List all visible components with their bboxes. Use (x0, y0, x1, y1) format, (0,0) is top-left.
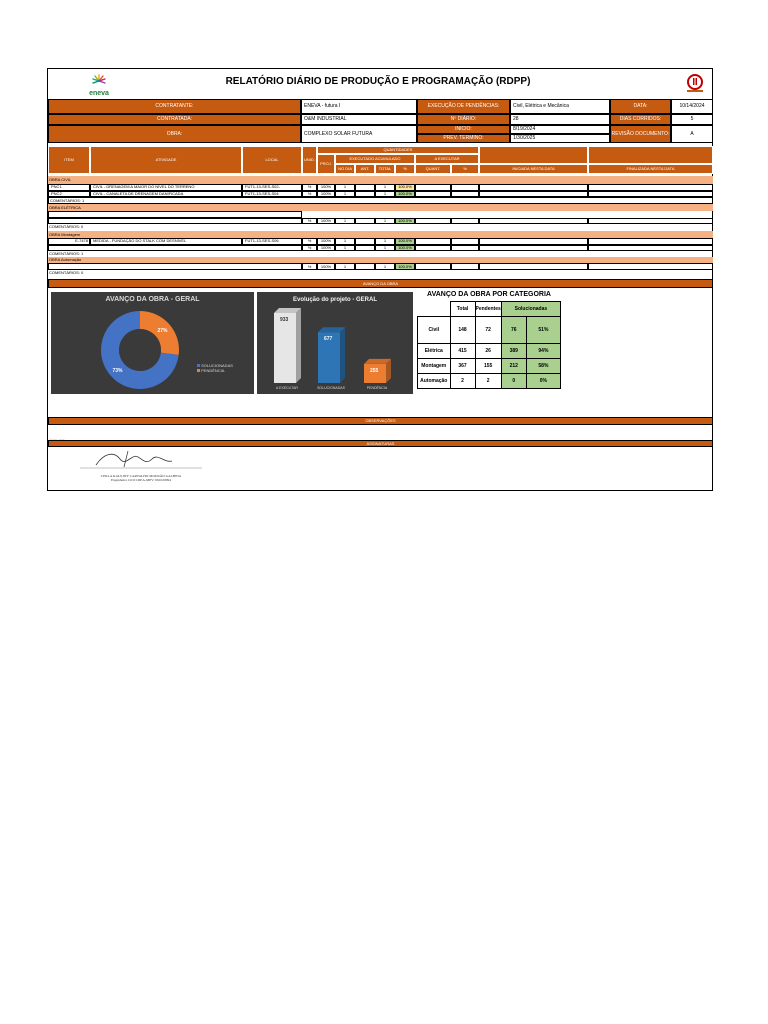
th-blank-1 (479, 146, 588, 164)
legend-item-solucionadas: SOLUCIONADAS (197, 363, 233, 368)
inicio-value: 8/19/2024 (510, 125, 610, 134)
eneva-logo (84, 73, 114, 97)
section-eletrica: OBRA ELÉTRICA (48, 204, 713, 211)
th-quant: QUANT. (415, 164, 451, 174)
revisao-label: REVISÃO DOCUMENTO: (610, 125, 671, 143)
th-pct: % (395, 164, 415, 174)
th-local: LOCAL (242, 146, 302, 174)
donut-legend (197, 363, 233, 373)
contratada-label: CONTRATADA: (48, 114, 301, 125)
inicio-label: INÍCIO: (417, 125, 510, 134)
comment-montagem: COMENTÁRIOS: 1 (49, 251, 84, 256)
section-automacao: OBRA Automação (48, 257, 713, 263)
om-logo (684, 73, 706, 95)
bar-chart (257, 292, 413, 394)
assinatura-bar: ASSINATURAS (48, 440, 713, 447)
category-panel (417, 289, 561, 389)
section-montagem: OBRA Montagem (48, 231, 713, 238)
signature-block (76, 449, 206, 482)
bar-chart-panel (257, 292, 413, 394)
revisao-value: A (671, 125, 713, 143)
contratante-value: ENEVA - futura I (301, 99, 417, 114)
dias-label: DIAS CORRIDOS: (610, 114, 671, 125)
bar-chart-title: Evolução do projeto - GERAL (292, 297, 377, 303)
dias-value: 5 (671, 114, 713, 125)
donut-title: AVANÇO DA OBRA - GERAL (105, 296, 200, 303)
cat-header-solucionadas: Solucionadas (501, 302, 560, 317)
cat-header-total: Total (450, 302, 475, 317)
signature-scribble (76, 449, 206, 469)
th-quantidades: QUANTIDADES (317, 146, 479, 154)
table-row: Montagem 367 155 212 58% (418, 359, 561, 374)
th-pct2: % (451, 164, 479, 174)
th-blank-2 (588, 146, 713, 164)
signature-name: CERLA KAULINY CARVALHO MOURÃO GALHEIA (100, 474, 182, 478)
page-title: RELATÓRIO DIÁRIO DE PRODUÇÃO E PROGRAMAÇÃO (RDPP) (225, 76, 531, 87)
comment-civil: COMENTÁRIOS: 1 (48, 197, 713, 204)
comment-eletrica: COMENTÁRIOS: 0 (49, 224, 84, 229)
th-total: TOTAL (375, 164, 395, 174)
termino-value: 1/30/2025 (510, 134, 610, 143)
th-iniciada: INICIADA NESTA DATA (479, 164, 588, 174)
report-sheet (47, 68, 713, 491)
data-label: DATA: (610, 99, 671, 114)
contratante-label: CONTRATANTE: (48, 99, 301, 114)
donut-chart (51, 292, 254, 394)
execucao-value: Civil, Elétrica e Mecânica (510, 99, 610, 114)
th-item: ITEM (48, 146, 90, 174)
termino-label: PREV. TÉRMINO: (417, 134, 510, 143)
observacoes-bar: OBSERVAÇÕES (48, 417, 713, 425)
comment-automacao: COMENTÁRIOS: 0 (49, 270, 84, 275)
section-civil: OBRA CIVIL (48, 176, 713, 184)
th-finalizada: FINALIZADA NESTA DATA (588, 164, 713, 174)
donut-hole (119, 329, 161, 371)
table-row-automacao: % 100% 1 1 100.0% (48, 263, 713, 270)
table-row: Automação 2 2 0 0% (418, 374, 561, 389)
legend-swatch-blue (197, 364, 200, 367)
om-logo-icon (684, 73, 706, 95)
bar-value-0: 933 (280, 317, 289, 323)
table-row: Elétrica 415 26 389 94% (418, 344, 561, 359)
table-row-montagem: E-7478 MEDIDA - FUNDAÇÃO DO STALK COM DESNÍVEL FUT1-13-SES-S06 % 100% 1 1 100.0% % 100% 1 1 100.0% (48, 238, 713, 251)
category-table (417, 301, 561, 389)
obra-label: OBRA: (48, 125, 301, 143)
category-title: AVANÇO DA OBRA POR CATEGORIA (427, 291, 551, 298)
eneva-logo-text: eneva (89, 90, 109, 97)
data-value: 10/14/2024 (671, 99, 713, 114)
table-row-civil-1: PNC1 CIVIL - DRENAGEM A MAIOR DO NIVEL DO TERRENO FUT1-13-SES-S02- % 100% 1 1 100.0% PNC2 CIVIL - CANALETA DE DRENAGEM DANIFICADA FUT1-13-SES-S04 % 100% 1 1 100.0% (48, 184, 713, 197)
th-executado: EXECUTADO ACUMULADO (335, 154, 415, 164)
diario-label: Nº DIÁRIO: (417, 114, 510, 125)
donut-chart-panel (51, 292, 254, 394)
donut-label-0: 73% (112, 367, 123, 374)
legend-item-pendencia: PENDÊNCIA (197, 368, 233, 373)
th-unid: UNID. (302, 146, 317, 174)
avanco-bar: AVANÇO DA OBRA (48, 279, 713, 288)
diario-value: 28 (510, 114, 610, 125)
th-atividade: ATIVIDADE (90, 146, 242, 174)
table-row: Civil 148 72 76 51% (418, 317, 561, 344)
donut-label-1: 27% (157, 328, 168, 335)
execucao-label: EXECUÇÃO DE PENDÊNCIAS: (417, 99, 510, 114)
th-no-dia: NO DIA (335, 164, 355, 174)
bar-value-1: 677 (324, 336, 333, 343)
eneva-sun-icon (91, 73, 107, 87)
signature-role: Engenheira Civil CREA-MPV: 061020994 (110, 478, 172, 482)
th-proj: PROJ. (317, 154, 335, 174)
obra-value: COMPLEXO SOLAR FUTURA (301, 125, 417, 143)
th-ant: ANT. (355, 164, 375, 174)
bar-category-2: PENDÊNCIA (366, 386, 388, 390)
table-row-eletrica: % 100% 1 1 100.0% (48, 211, 713, 224)
bar-value-2: 255 (370, 367, 379, 374)
contratada-value: O&M INDUSTRIAL (301, 114, 417, 125)
legend-swatch-orange (197, 369, 200, 372)
bar-category-1: SOLUCIONADAS (317, 386, 345, 390)
th-a-executar: A EXECUTAR (415, 154, 479, 164)
cat-header-pendentes: Pendentes (475, 302, 501, 317)
bar-category-0: A EXECUTAR (276, 386, 298, 390)
